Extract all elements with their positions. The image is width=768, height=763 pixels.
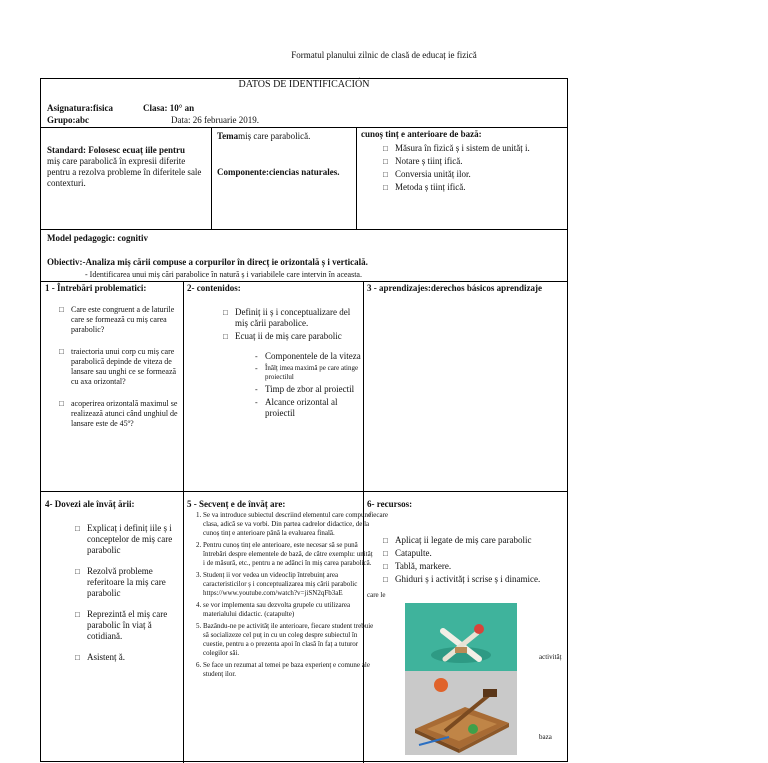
list-item: □ traiectoria unui corp cu miș care parabolică depinde de viteza de lansare sau unghi ce se formează cu axa orizontal? [59,347,179,387]
sequence-title: 5 - Secvenț e de învăț are: [187,499,286,509]
list-item: □ Notare ș tiinț ifică. [383,156,565,167]
list-item: □ Ghiduri ș i activităț i scrise ș i dinamice. [383,574,567,585]
resources-list [383,535,567,587]
document-title: Formatul planului zilnic de clasă de educaț ie fizică [291,50,477,60]
list-item: - Alcance orizontal al proiectil [253,397,361,419]
standard-title: Standard: Folosesc ecuaț iile pentru [47,145,185,155]
list-item: □ Măsura în fizică ș i sistem de unităț i. [383,143,565,154]
list-item: □ Care este congruent a de laturile care se formează cu miș carea parabolic? [59,305,179,335]
list-item: 6. Se face un rezumat al temei pe baza experienț e comune ale studenț ilor. [203,661,375,679]
prior-knowledge-cell [361,129,565,195]
group-label: Grupo:abc [47,115,90,125]
list-item: □ Reprezintă el miș care parabolic în viaț ă cotidiană. [75,609,181,642]
componente-label: Componente:ciencias naturales. [217,167,340,177]
list-item: - Timp de zbor al proiectil [253,384,361,395]
tema-cell [217,131,353,142]
problem-questions-title: 1 - Întrebări problematici: [45,283,147,293]
list-item: 3. Studenț ii vor vedea un videoclip întrebuinț area caracteristicilor ș i conceptualizarea miș cării parabolic https://www.youtube.com/watch?v=jiSN2qFb3aE [203,571,375,598]
prior-knowledge-list [383,143,565,193]
catapult-3d-icon [405,671,517,755]
evidence-list [75,523,181,665]
list-item: □ Ecuaț ii de miș care parabolic [223,331,359,342]
class-label: Clasa: 10° an [143,103,195,113]
list-item: 4. se vor implementa sau dezvolta grupele cu utilizarea materialului didactic. (catapulte) [203,601,375,619]
catapult-image-2 [405,671,517,755]
list-item: □ Asistenț ă. [75,652,181,663]
resources-title: 6- recursos: [367,499,413,509]
subject-label: Asignatura:fisica [47,103,113,113]
sequence-list [189,511,375,682]
pedagogical-model: Model pedagogic: cognitiv [47,233,148,243]
lesson-plan-table [40,78,568,762]
standard-cell [47,145,207,189]
contents-list [223,307,359,344]
list-item: 5. Bazându-ne pe activităț ile anterioare, fiecare student trebuie să socializeze cel puț in cu un coleg despre subiectul în cuestie, pentru a o prezenta apoi în clasă în faț a tuturor colegilor săi. [203,622,375,658]
list-item: □ Aplicaț ii legate de miș care parabolic [383,535,567,546]
problem-questions-list [59,305,179,431]
list-item: □ Explicaț i definiț iile ș i conceptelor de miș care parabolic [75,523,181,556]
contents-sublist [253,351,361,421]
tema-value: miș care parabolică. [238,131,311,141]
list-item: □ Definiț ii ș i conceptualizare del miș cării parabolice. [223,307,359,329]
identification-header: DATOS DE IDENTIFICACIÓN [238,79,370,90]
list-item: □ acoperirea orizontală maximul se realizează atunci când unghiul de lansare este de 45º? [59,399,179,429]
prior-knowledge-title: cunoș tinț e anterioare de bază: [361,129,482,139]
list-item: □ Tablă, markere. [383,561,567,572]
contents-title: 2- contenidos: [187,283,241,293]
list-item: □ Metoda ș tiinț ifică. [383,182,565,193]
resources-sub: fiecare [369,511,389,519]
standard-body: miș care parabolică în expresii diferite pentru a rezolva probleme în diferitele sale contexturi. [47,156,202,188]
objective-sub: - Identificarea unui miș cări parabolice în natură ș i variabilele care intervin în aceasta. [85,270,362,279]
resources-extra: care le [367,591,386,599]
list-item: 1. Se va introduce subiectul descriind elementul care compune clasa, adică se va vorbi. Din partea cadrelor didactice, de la cunoș tinț e anterioare până la evaluarea finală. [203,511,375,538]
list-item: - Înălț imea maximă pe care atinge proiectilul [253,364,361,382]
learning-title: 3 - aprendizajes:derechos básicos aprendizaje [367,283,542,293]
tema-label: Tema [217,131,239,141]
objective: Obiectiv:-Analiza miș cării compuse a corpurilor în direcț ie orizontală ș i verticală. [47,257,368,267]
list-item: □ Conversia unităț ilor. [383,169,565,180]
list-item: 2. Pentru cunoș tinț ele anterioare, este necesar să se pună întrebări despre elementele de bază, de către exemplu: unităț i de măsură, etc., pentru a ne adânci în miș carea parabolică. [203,541,375,568]
list-item: - Componentele de la viteza [253,351,361,362]
list-item: □ Rezolvă probleme referitoare la miș care parabolic [75,566,181,599]
list-item: □ Catapulte. [383,548,567,559]
basis-word: baza [539,733,552,741]
activity-word: activităț [539,653,562,661]
evidence-title: 4- Dovezi ale învăț ării: [45,499,135,509]
date-label: Data: 26 februarie 2019. [171,115,259,125]
